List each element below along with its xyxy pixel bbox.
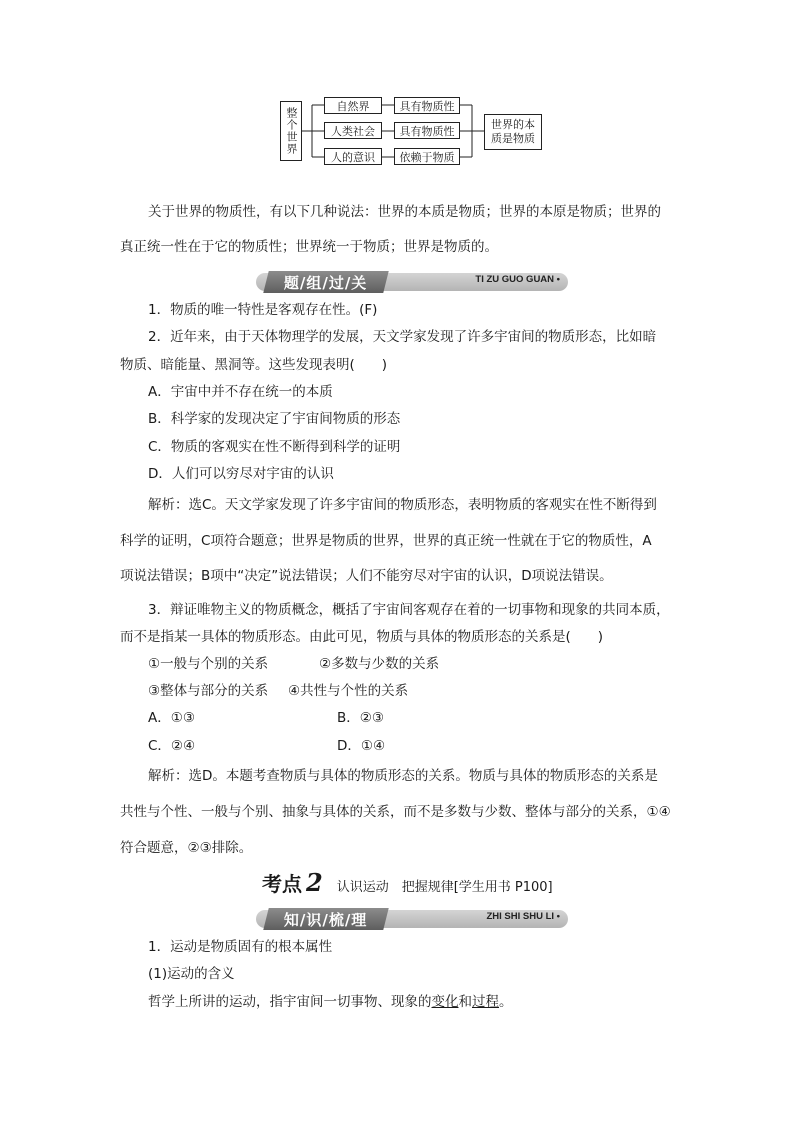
diagram-col1-text: 人类社会 — [331, 124, 375, 138]
question-2-option-c: C．物质的客观实在性不断得到科学的证明 — [148, 439, 401, 455]
section-heading-1: 1．运动是物质固有的根本属性 — [148, 939, 333, 955]
diagram-col2-item — [394, 97, 460, 114]
question-2-line-2: 物质、暗能量、黑洞等。这些发现表明( ) — [120, 357, 388, 373]
kaodian-number: 2 — [306, 868, 323, 897]
question-3-item: ③整体与部分的关系 — [148, 683, 269, 699]
diagram-right-line: 世界的本 — [491, 118, 535, 131]
diagram-col2-text: 具有物质性 — [399, 99, 455, 113]
banner-title: 题/组/过/关 — [284, 273, 368, 292]
question-3-item: ④共性与个性的关系 — [288, 683, 409, 699]
question-2-option-a: A．宇宙中并不存在统一的本质 — [148, 384, 333, 400]
question-3-item: ②多数与少数的关系 — [319, 656, 440, 672]
diagram-col1-item — [324, 122, 382, 139]
diagram-col1-text: 自然界 — [336, 99, 370, 113]
diagram-left-box — [280, 101, 302, 161]
question-3-option-b: B．②③ — [337, 710, 384, 726]
question-2-option-d: D．人们可以穷尽对宇宙的认识 — [148, 466, 334, 482]
underlined-term: 过程 — [472, 994, 499, 1010]
question-3-analysis-line: 符合题意，②③排除。 — [120, 840, 253, 856]
question-2-analysis-line: 项说法错误；B项中“决定”说法错误；人们不能穷尽对宇宙的认识，D项说法错误。 — [120, 568, 613, 584]
question-2-line-1: 2．近年来，由于天体物理学的发展，天文学家发现了许多宇宙间的物质形态，比如暗 — [148, 329, 657, 345]
question-2-option-b: B．科学家的发现决定了宇宙间物质的形态 — [148, 411, 401, 427]
kaodian-heading — [262, 868, 553, 897]
concept-diagram — [280, 95, 550, 167]
banner-subtitle: TI ZU GUO GUAN • — [475, 274, 560, 285]
section-paragraph: 哲学上所讲的运动，指宇宙间一切事物、现象的变化和过程。 — [148, 994, 513, 1010]
question-3-line-2: 而不是指某一具体的物质形态。由此可见，物质与具体的物质形态的关系是( ) — [120, 629, 604, 645]
banner-subtitle: ZHI SHI SHU LI • — [486, 911, 560, 922]
diagram-right-line: 质是物质 — [491, 132, 535, 145]
section-banner-zhishi — [256, 910, 568, 928]
question-2-analysis-line: 解析：选C。天文学家发现了许多宇宙间的物质形态，表明物质的客观实在性不断得到 — [148, 497, 657, 513]
question-3-option-c: C．②④ — [148, 738, 196, 754]
question-3-line-1: 3．辩证唯物主义的物质概念，概括了宇宙间客观存在着的一切事物和现象的共同本质， — [148, 602, 670, 618]
question-3-option-a: A．①③ — [148, 710, 195, 726]
section-banner-tizu — [256, 273, 568, 291]
diagram-col2-item — [394, 148, 460, 165]
question-3-analysis-line: 解析：选D。本题考查物质与具体的物质形态的关系。物质与具体的物质形态的关系是 — [148, 768, 658, 784]
section-heading-2: (1)运动的含义 — [148, 966, 235, 982]
diagram-col1-item — [324, 148, 382, 165]
question-1: 1．物质的唯一特性是客观存在性。(F) — [148, 302, 378, 318]
banner-title: 知/识/梳/理 — [284, 910, 368, 929]
kaodian-text: 认识运动 把握规律[学生用书 P100] — [336, 880, 553, 895]
intro-line-1: 关于世界的物质性，有以下几种说法：世界的本质是物质；世界的本原是物质；世界的 — [148, 204, 661, 220]
diagram-col2-text: 具有物质性 — [399, 124, 455, 138]
diagram-col1-item — [324, 97, 382, 114]
diagram-right-box — [484, 114, 542, 150]
kaodian-label: 考点 — [262, 872, 302, 896]
diagram-left-label: 整个世界 — [285, 107, 298, 155]
intro-line-2: 真正统一性在于它的物质性；世界统一于物质；世界是物质的。 — [120, 239, 498, 255]
diagram-col2-item — [394, 122, 460, 139]
question-3-option-d: D．①④ — [337, 738, 386, 754]
diagram-col1-text: 人的意识 — [331, 150, 375, 164]
banner-title-box — [263, 271, 388, 293]
underlined-term: 变化 — [431, 994, 459, 1010]
diagram-col2-text: 依赖于物质 — [399, 150, 455, 164]
banner-title-box — [263, 908, 388, 930]
question-2-analysis-line: 科学的证明，C项符合题意；世界是物质的世界，世界的真正统一性就在于它的物质性，A — [120, 533, 652, 549]
question-3-item: ①一般与个别的关系 — [148, 656, 269, 672]
question-3-analysis-line: 共性与个性、一般与个别、抽象与具体的关系，而不是多数与少数、整体与部分的关系，①④ — [120, 804, 671, 820]
